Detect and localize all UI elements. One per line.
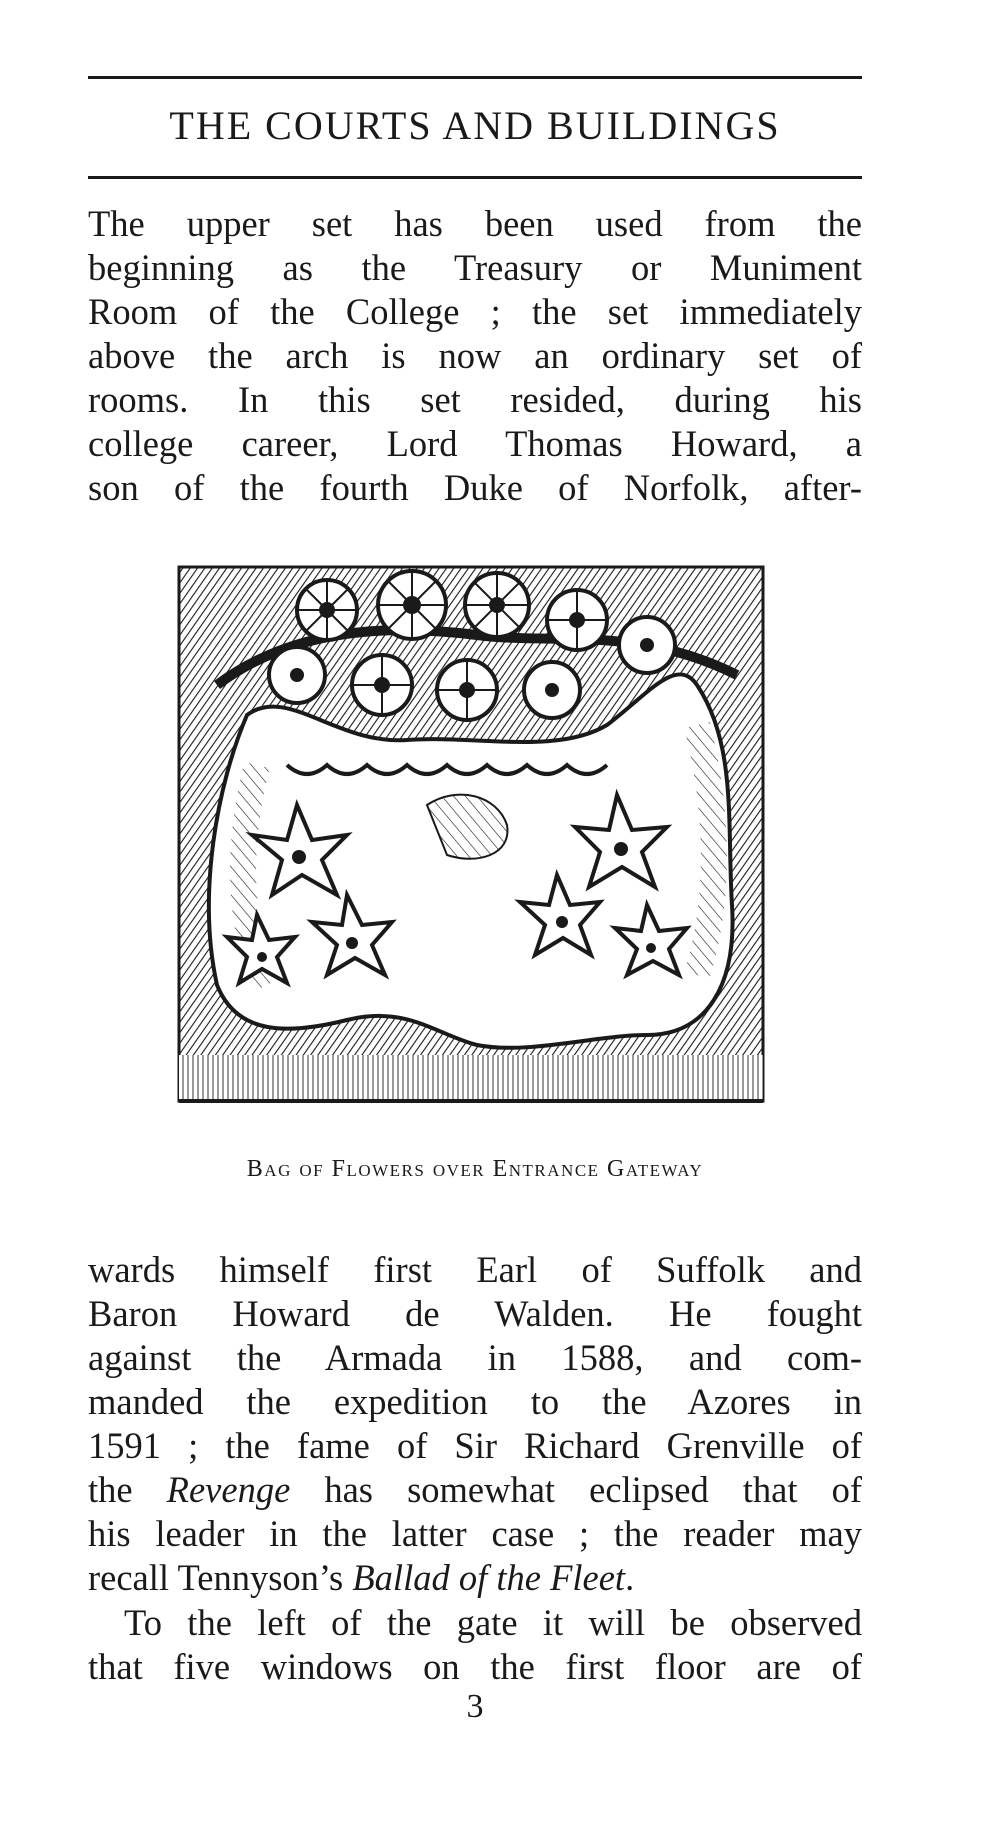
text-line: manded the expedition to the Azores in: [88, 1381, 862, 1422]
text-run: the: [88, 1469, 167, 1510]
text-line: To the left of the gate it will be observed: [124, 1602, 862, 1643]
paragraph-1: [88, 202, 862, 510]
text-line: his leader in the latter case ; the reader may: [88, 1513, 862, 1554]
text-line: 1591 ; the fame of Sir Richard Grenville of: [88, 1425, 862, 1466]
text-line: that five windows on the first floor are of: [88, 1646, 862, 1687]
text-line: [88, 1468, 862, 1512]
text-line: wards himself first Earl of Suffolk and: [88, 1249, 862, 1290]
text-line: [88, 1556, 862, 1600]
bag-of-flowers-carving: [177, 565, 765, 1105]
text-run: has somewhat eclipsed that of: [290, 1469, 862, 1510]
text-line: above the arch is now an ordinary set of: [88, 335, 862, 376]
ballad-title-italic: Ballad of the Fleet: [352, 1557, 626, 1598]
text-line: against the Armada in 1588, and com-: [88, 1337, 862, 1378]
text-line: beginning as the Treasury or Muniment: [88, 247, 862, 288]
running-head: THE COURTS AND BUILDINGS: [169, 103, 781, 148]
header-rule-bottom: [88, 176, 862, 179]
text-run: .: [625, 1557, 635, 1598]
paragraph-2: [88, 1248, 862, 1600]
woodcut-illustration: [177, 565, 765, 1105]
text-run: recall Tennyson’s: [88, 1557, 353, 1598]
text-line: The upper set has been used from the: [88, 203, 862, 244]
text-line: rooms. In this set resided, during his: [88, 379, 862, 420]
page-number: 3: [466, 1688, 484, 1725]
text-line: son of the fourth Duke of Norfolk, after-: [88, 467, 862, 508]
text-line: Baron Howard de Walden. He fought: [88, 1293, 862, 1334]
paragraph-3: [88, 1601, 862, 1689]
ship-name-italic: Revenge: [166, 1469, 291, 1510]
text-line: college career, Lord Thomas Howard, a: [88, 423, 862, 464]
text-line: Room of the College ; the set immediately: [88, 291, 862, 332]
figure-caption: Bag of Flowers over Entrance Gateway: [246, 1156, 704, 1182]
header-rule-top: [88, 76, 862, 79]
